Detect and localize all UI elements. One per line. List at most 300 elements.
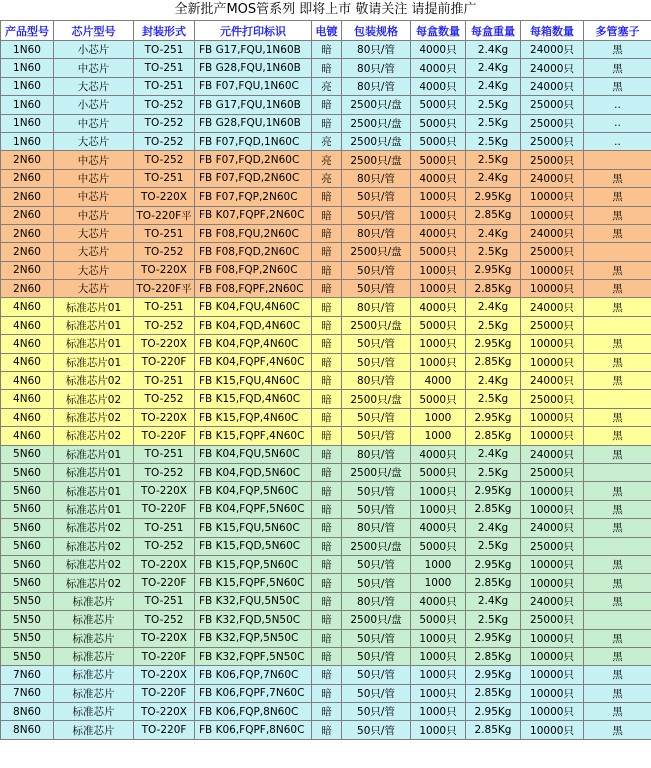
cell-tube-plug: 黑 [584, 408, 651, 426]
table-row [1, 280, 651, 298]
cell-product-model: 1N60 [1, 114, 54, 132]
cell-product-model: 1N60 [1, 41, 54, 59]
cell-marking: FB G28,FQU,1N60B [195, 114, 312, 132]
cell-chip-model: 标准芯片 [54, 666, 134, 684]
cell-package-type: TO-251 [134, 519, 195, 537]
cell-tube-plug: 黑 [584, 427, 651, 445]
cell-tube-plug: 黑 [584, 592, 651, 610]
cell-packing-spec: 2500只/盘 [342, 114, 411, 132]
cell-marking: FB K15,FQU,5N60C [195, 519, 312, 537]
cell-tube-plug: 黑 [584, 77, 651, 95]
cell-marking: FB G17,FQU,1N60B [195, 96, 312, 114]
cell-chip-model: 标准芯片01 [54, 445, 134, 463]
cell-chip-model: 标准芯片01 [54, 335, 134, 353]
cell-chip-model: 中芯片 [54, 206, 134, 224]
cell-qty-per-carton: 10000只 [521, 721, 584, 739]
cell-plating: 暗 [312, 316, 342, 334]
cell-marking: FB G17,FQU,1N60B [195, 41, 312, 59]
cell-plating: 亮 [312, 77, 342, 95]
cell-qty-per-box: 1000只 [411, 629, 466, 647]
cell-package-type: TO-252 [134, 114, 195, 132]
cell-plating: 暗 [312, 390, 342, 408]
cell-marking: FB K32,FQP,5N50C [195, 629, 312, 647]
table-row [1, 500, 651, 518]
cell-chip-model: 标准芯片 [54, 611, 134, 629]
cell-product-model: 1N60 [1, 96, 54, 114]
cell-qty-per-box: 4000只 [411, 77, 466, 95]
cell-tube-plug: 黑 [584, 519, 651, 537]
cell-package-type: TO-252 [134, 96, 195, 114]
cell-packing-spec: 50只/管 [342, 629, 411, 647]
cell-tube-plug [584, 537, 651, 555]
cell-package-type: TO-251 [134, 77, 195, 95]
cell-qty-per-box: 5000只 [411, 151, 466, 169]
cell-tube-plug: 黑 [584, 703, 651, 721]
cell-packing-spec: 50只/管 [342, 206, 411, 224]
cell-packing-spec: 2500只/盘 [342, 96, 411, 114]
cell-chip-model: 标准芯片01 [54, 482, 134, 500]
cell-marking: FB G28,FQU,1N60B [195, 59, 312, 77]
cell-qty-per-carton: 10000只 [521, 666, 584, 684]
table-row [1, 372, 651, 390]
cell-plating: 暗 [312, 500, 342, 518]
cell-weight-per-box: 2.85Kg [466, 574, 521, 592]
cell-product-model: 5N60 [1, 463, 54, 481]
table-row [1, 224, 651, 242]
cell-qty-per-box: 5000只 [411, 96, 466, 114]
cell-weight-per-box: 2.95Kg [466, 261, 521, 279]
cell-packing-spec: 50只/管 [342, 500, 411, 518]
cell-chip-model: 大芯片 [54, 261, 134, 279]
cell-package-type: TO-220F [134, 353, 195, 371]
table-header-row [1, 21, 651, 41]
cell-product-model: 1N60 [1, 132, 54, 150]
cell-packing-spec: 80只/管 [342, 41, 411, 59]
cell-plating: 暗 [312, 666, 342, 684]
cell-marking: FB K06,FQP,8N60C [195, 703, 312, 721]
table-row [1, 59, 651, 77]
cell-chip-model: 中芯片 [54, 169, 134, 187]
cell-package-type: TO-220X [134, 335, 195, 353]
cell-qty-per-carton: 25000只 [521, 390, 584, 408]
cell-qty-per-box: 1000只 [411, 647, 466, 665]
cell-product-model: 5N50 [1, 629, 54, 647]
table-row [1, 684, 651, 702]
cell-tube-plug: .. [584, 132, 651, 150]
cell-marking: FB K32,FQU,5N50C [195, 592, 312, 610]
cell-tube-plug: 黑 [584, 372, 651, 390]
cell-chip-model: 标准芯片 [54, 721, 134, 739]
cell-tube-plug: 黑 [584, 353, 651, 371]
cell-qty-per-carton: 10000只 [521, 353, 584, 371]
cell-weight-per-box: 2.85Kg [466, 684, 521, 702]
cell-weight-per-box: 2.4Kg [466, 59, 521, 77]
table-row [1, 611, 651, 629]
cell-product-model: 2N60 [1, 280, 54, 298]
table-row [1, 261, 651, 279]
cell-package-type: TO-251 [134, 41, 195, 59]
cell-qty-per-box: 4000只 [411, 59, 466, 77]
cell-tube-plug: 黑 [584, 555, 651, 573]
cell-package-type: TO-251 [134, 169, 195, 187]
cell-chip-model: 大芯片 [54, 77, 134, 95]
cell-marking: FB K04,FQD,4N60C [195, 316, 312, 334]
cell-packing-spec: 80只/管 [342, 224, 411, 242]
cell-tube-plug: 黑 [584, 666, 651, 684]
cell-qty-per-carton: 24000只 [521, 77, 584, 95]
cell-tube-plug: 黑 [584, 280, 651, 298]
cell-marking: FB F07,FQU,1N60C [195, 77, 312, 95]
table-row [1, 592, 651, 610]
cell-product-model: 2N60 [1, 261, 54, 279]
cell-product-model: 4N60 [1, 335, 54, 353]
cell-package-type: TO-252 [134, 243, 195, 261]
cell-weight-per-box: 2.5Kg [466, 611, 521, 629]
cell-qty-per-carton: 25000只 [521, 114, 584, 132]
cell-tube-plug: 黑 [584, 647, 651, 665]
cell-plating: 暗 [312, 224, 342, 242]
cell-tube-plug: 黑 [584, 445, 651, 463]
cell-qty-per-box: 4000只 [411, 41, 466, 59]
cell-packing-spec: 50只/管 [342, 188, 411, 206]
cell-qty-per-carton: 24000只 [521, 445, 584, 463]
cell-package-type: TO-251 [134, 592, 195, 610]
cell-product-model: 8N60 [1, 721, 54, 739]
cell-packing-spec: 2500只/盘 [342, 390, 411, 408]
cell-qty-per-carton: 10000只 [521, 647, 584, 665]
cell-qty-per-carton: 10000只 [521, 206, 584, 224]
cell-packing-spec: 50只/管 [342, 482, 411, 500]
cell-plating: 暗 [312, 427, 342, 445]
cell-plating: 暗 [312, 96, 342, 114]
cell-package-type: TO-252 [134, 151, 195, 169]
cell-qty-per-box: 5000只 [411, 114, 466, 132]
cell-weight-per-box: 2.95Kg [466, 335, 521, 353]
cell-weight-per-box: 2.4Kg [466, 445, 521, 463]
cell-package-type: TO-220F平 [134, 280, 195, 298]
cell-qty-per-box: 1000只 [411, 261, 466, 279]
cell-chip-model: 标准芯片01 [54, 353, 134, 371]
table-row [1, 206, 651, 224]
cell-packing-spec: 50只/管 [342, 574, 411, 592]
cell-qty-per-carton: 10000只 [521, 408, 584, 426]
table-row [1, 408, 651, 426]
cell-qty-per-box: 1000 [411, 574, 466, 592]
cell-product-model: 2N60 [1, 243, 54, 261]
cell-chip-model: 标准芯片 [54, 629, 134, 647]
cell-marking: FB K15,FQU,4N60C [195, 372, 312, 390]
cell-package-type: TO-251 [134, 224, 195, 242]
cell-qty-per-carton: 10000只 [521, 500, 584, 518]
cell-marking: FB F07,FQD,1N60C [195, 132, 312, 150]
cell-weight-per-box: 2.95Kg [466, 188, 521, 206]
cell-marking: FB K15,FQD,5N60C [195, 537, 312, 555]
cell-package-type: TO-220X [134, 555, 195, 573]
cell-chip-model: 标准芯片01 [54, 463, 134, 481]
cell-marking: FB F08,FQPF,2N60C [195, 280, 312, 298]
cell-qty-per-box: 5000只 [411, 611, 466, 629]
cell-tube-plug [584, 151, 651, 169]
cell-chip-model: 标准芯片02 [54, 519, 134, 537]
cell-product-model: 4N60 [1, 427, 54, 445]
cell-product-model: 5N60 [1, 500, 54, 518]
cell-packing-spec: 50只/管 [342, 353, 411, 371]
cell-chip-model: 大芯片 [54, 224, 134, 242]
cell-package-type: TO-220F [134, 500, 195, 518]
cell-weight-per-box: 2.5Kg [466, 243, 521, 261]
cell-plating: 暗 [312, 537, 342, 555]
cell-plating: 暗 [312, 261, 342, 279]
cell-tube-plug: 黑 [584, 500, 651, 518]
cell-marking: FB K15,FQP,5N60C [195, 555, 312, 573]
table-row [1, 132, 651, 150]
cell-marking: FB K06,FQPF,8N60C [195, 721, 312, 739]
cell-product-model: 2N60 [1, 188, 54, 206]
cell-weight-per-box: 2.5Kg [466, 390, 521, 408]
cell-qty-per-box: 1000只 [411, 684, 466, 702]
cell-weight-per-box: 2.4Kg [466, 519, 521, 537]
cell-tube-plug [584, 463, 651, 481]
cell-qty-per-box: 1000只 [411, 280, 466, 298]
cell-plating: 暗 [312, 684, 342, 702]
cell-qty-per-carton: 25000只 [521, 316, 584, 334]
cell-product-model: 5N60 [1, 537, 54, 555]
table-row [1, 555, 651, 573]
cell-plating: 暗 [312, 519, 342, 537]
cell-chip-model: 标准芯片02 [54, 372, 134, 390]
cell-qty-per-box: 5000只 [411, 390, 466, 408]
table-row [1, 335, 651, 353]
cell-tube-plug: 黑 [584, 41, 651, 59]
cell-plating: 暗 [312, 206, 342, 224]
cell-weight-per-box: 2.4Kg [466, 77, 521, 95]
table-row [1, 41, 651, 59]
cell-qty-per-carton: 25000只 [521, 537, 584, 555]
cell-plating: 暗 [312, 408, 342, 426]
cell-weight-per-box: 2.5Kg [466, 463, 521, 481]
cell-qty-per-carton: 10000只 [521, 555, 584, 573]
cell-plating: 暗 [312, 611, 342, 629]
cell-packing-spec: 50只/管 [342, 427, 411, 445]
cell-package-type: TO-220X [134, 408, 195, 426]
cell-weight-per-box: 2.95Kg [466, 408, 521, 426]
cell-plating: 暗 [312, 463, 342, 481]
cell-qty-per-box: 5000只 [411, 132, 466, 150]
cell-chip-model: 标准芯片02 [54, 408, 134, 426]
cell-marking: FB K04,FQPF,5N60C [195, 500, 312, 518]
cell-packing-spec: 50只/管 [342, 408, 411, 426]
cell-product-model: 5N60 [1, 519, 54, 537]
cell-qty-per-box: 1000只 [411, 721, 466, 739]
cell-packing-spec: 80只/管 [342, 59, 411, 77]
cell-plating: 暗 [312, 353, 342, 371]
column-header-chip-model: 芯片型号 [54, 21, 134, 41]
cell-plating: 暗 [312, 629, 342, 647]
product-table [0, 20, 651, 740]
cell-packing-spec: 2500只/盘 [342, 537, 411, 555]
cell-plating: 暗 [312, 592, 342, 610]
table-row [1, 316, 651, 334]
cell-qty-per-box: 1000 [411, 555, 466, 573]
cell-package-type: TO-220F [134, 721, 195, 739]
page-title: 全新批产MOS管系列 即将上市 敬请关注 请提前推广 [174, 2, 477, 17]
cell-chip-model: 大芯片 [54, 280, 134, 298]
cell-qty-per-carton: 24000只 [521, 169, 584, 187]
cell-weight-per-box: 2.5Kg [466, 132, 521, 150]
cell-package-type: TO-252 [134, 537, 195, 555]
cell-package-type: TO-252 [134, 390, 195, 408]
cell-product-model: 4N60 [1, 353, 54, 371]
cell-package-type: TO-252 [134, 611, 195, 629]
cell-qty-per-box: 4000只 [411, 519, 466, 537]
cell-marking: FB K15,FQPF,5N60C [195, 574, 312, 592]
column-header-qty-per-carton: 每箱数量 [521, 21, 584, 41]
cell-packing-spec: 50只/管 [342, 666, 411, 684]
table-row [1, 298, 651, 316]
column-header-tube-plug: 多管塞子 [584, 21, 651, 41]
cell-qty-per-carton: 10000只 [521, 629, 584, 647]
cell-plating: 暗 [312, 574, 342, 592]
table-row [1, 537, 651, 555]
column-header-package-type: 封装形式 [134, 21, 195, 41]
cell-weight-per-box: 2.95Kg [466, 666, 521, 684]
cell-tube-plug: 黑 [584, 574, 651, 592]
cell-marking: FB K15,FQPF,4N60C [195, 427, 312, 445]
cell-chip-model: 标准芯片 [54, 684, 134, 702]
cell-weight-per-box: 2.95Kg [466, 555, 521, 573]
cell-qty-per-box: 4000只 [411, 445, 466, 463]
cell-tube-plug: 黑 [584, 482, 651, 500]
cell-marking: FB K04,FQD,5N60C [195, 463, 312, 481]
cell-product-model: 5N50 [1, 592, 54, 610]
cell-marking: FB K15,FQD,4N60C [195, 390, 312, 408]
cell-qty-per-carton: 25000只 [521, 96, 584, 114]
table-row [1, 151, 651, 169]
cell-packing-spec: 80只/管 [342, 445, 411, 463]
cell-packing-spec: 2500只/盘 [342, 316, 411, 334]
table-row [1, 647, 651, 665]
cell-qty-per-carton: 24000只 [521, 592, 584, 610]
cell-package-type: TO-251 [134, 372, 195, 390]
cell-qty-per-box: 1000只 [411, 353, 466, 371]
cell-plating: 暗 [312, 703, 342, 721]
cell-marking: FB K15,FQP,4N60C [195, 408, 312, 426]
table-row [1, 390, 651, 408]
cell-package-type: TO-251 [134, 59, 195, 77]
cell-packing-spec: 50只/管 [342, 261, 411, 279]
cell-marking: FB F08,FQP,2N60C [195, 261, 312, 279]
cell-packing-spec: 2500只/盘 [342, 611, 411, 629]
cell-tube-plug: 黑 [584, 298, 651, 316]
cell-weight-per-box: 2.4Kg [466, 224, 521, 242]
cell-chip-model: 中芯片 [54, 188, 134, 206]
cell-tube-plug: 黑 [584, 261, 651, 279]
cell-weight-per-box: 2.4Kg [466, 592, 521, 610]
table-row [1, 703, 651, 721]
cell-product-model: 5N50 [1, 647, 54, 665]
cell-qty-per-carton: 25000只 [521, 463, 584, 481]
table-row [1, 574, 651, 592]
cell-qty-per-carton: 10000只 [521, 482, 584, 500]
cell-weight-per-box: 2.5Kg [466, 316, 521, 334]
cell-packing-spec: 50只/管 [342, 280, 411, 298]
cell-qty-per-box: 4000只 [411, 224, 466, 242]
cell-chip-model: 中芯片 [54, 59, 134, 77]
cell-plating: 暗 [312, 280, 342, 298]
cell-packing-spec: 50只/管 [342, 684, 411, 702]
table-row [1, 519, 651, 537]
cell-product-model: 8N60 [1, 703, 54, 721]
cell-weight-per-box: 2.5Kg [466, 96, 521, 114]
cell-qty-per-carton: 10000只 [521, 703, 584, 721]
cell-product-model: 7N60 [1, 684, 54, 702]
cell-tube-plug [584, 611, 651, 629]
cell-package-type: TO-220X [134, 629, 195, 647]
cell-qty-per-box: 5000只 [411, 537, 466, 555]
cell-package-type: TO-251 [134, 445, 195, 463]
cell-plating: 暗 [312, 59, 342, 77]
cell-product-model: 1N60 [1, 59, 54, 77]
cell-qty-per-carton: 24000只 [521, 41, 584, 59]
cell-plating: 暗 [312, 41, 342, 59]
cell-weight-per-box: 2.4Kg [466, 372, 521, 390]
cell-plating: 暗 [312, 445, 342, 463]
table-row [1, 114, 651, 132]
cell-product-model: 4N60 [1, 372, 54, 390]
cell-qty-per-carton: 24000只 [521, 298, 584, 316]
cell-marking: FB F08,FQD,2N60C [195, 243, 312, 261]
cell-plating: 暗 [312, 243, 342, 261]
cell-plating: 暗 [312, 114, 342, 132]
cell-tube-plug [584, 390, 651, 408]
cell-product-model: 2N60 [1, 151, 54, 169]
cell-qty-per-carton: 10000只 [521, 188, 584, 206]
cell-weight-per-box: 2.85Kg [466, 280, 521, 298]
cell-product-model: 5N60 [1, 482, 54, 500]
cell-chip-model: 标准芯片 [54, 592, 134, 610]
cell-marking: FB K04,FQU,4N60C [195, 298, 312, 316]
cell-weight-per-box: 2.4Kg [466, 298, 521, 316]
column-header-marking: 元件打印标识 [195, 21, 312, 41]
cell-qty-per-carton: 24000只 [521, 519, 584, 537]
cell-packing-spec: 2500只/盘 [342, 151, 411, 169]
column-header-packing-spec: 包装规格 [342, 21, 411, 41]
cell-packing-spec: 80只/管 [342, 372, 411, 390]
cell-chip-model: 标准芯片01 [54, 500, 134, 518]
cell-qty-per-box: 4000只 [411, 592, 466, 610]
cell-qty-per-box: 1000只 [411, 482, 466, 500]
cell-qty-per-box: 1000 [411, 427, 466, 445]
cell-marking: FB K06,FQP,7N60C [195, 666, 312, 684]
cell-marking: FB K04,FQP,5N60C [195, 482, 312, 500]
cell-tube-plug: 黑 [584, 629, 651, 647]
cell-marking: FB K04,FQPF,4N60C [195, 353, 312, 371]
cell-packing-spec: 80只/管 [342, 169, 411, 187]
cell-qty-per-box: 1000只 [411, 188, 466, 206]
cell-product-model: 7N60 [1, 666, 54, 684]
cell-package-type: TO-220F [134, 427, 195, 445]
cell-chip-model: 标准芯片02 [54, 537, 134, 555]
cell-qty-per-box: 4000只 [411, 169, 466, 187]
cell-package-type: TO-252 [134, 132, 195, 150]
cell-package-type: TO-220X [134, 188, 195, 206]
cell-weight-per-box: 2.85Kg [466, 721, 521, 739]
cell-plating: 暗 [312, 298, 342, 316]
cell-chip-model: 标准芯片01 [54, 316, 134, 334]
cell-weight-per-box: 2.85Kg [466, 353, 521, 371]
cell-packing-spec: 50只/管 [342, 555, 411, 573]
cell-tube-plug: .. [584, 114, 651, 132]
